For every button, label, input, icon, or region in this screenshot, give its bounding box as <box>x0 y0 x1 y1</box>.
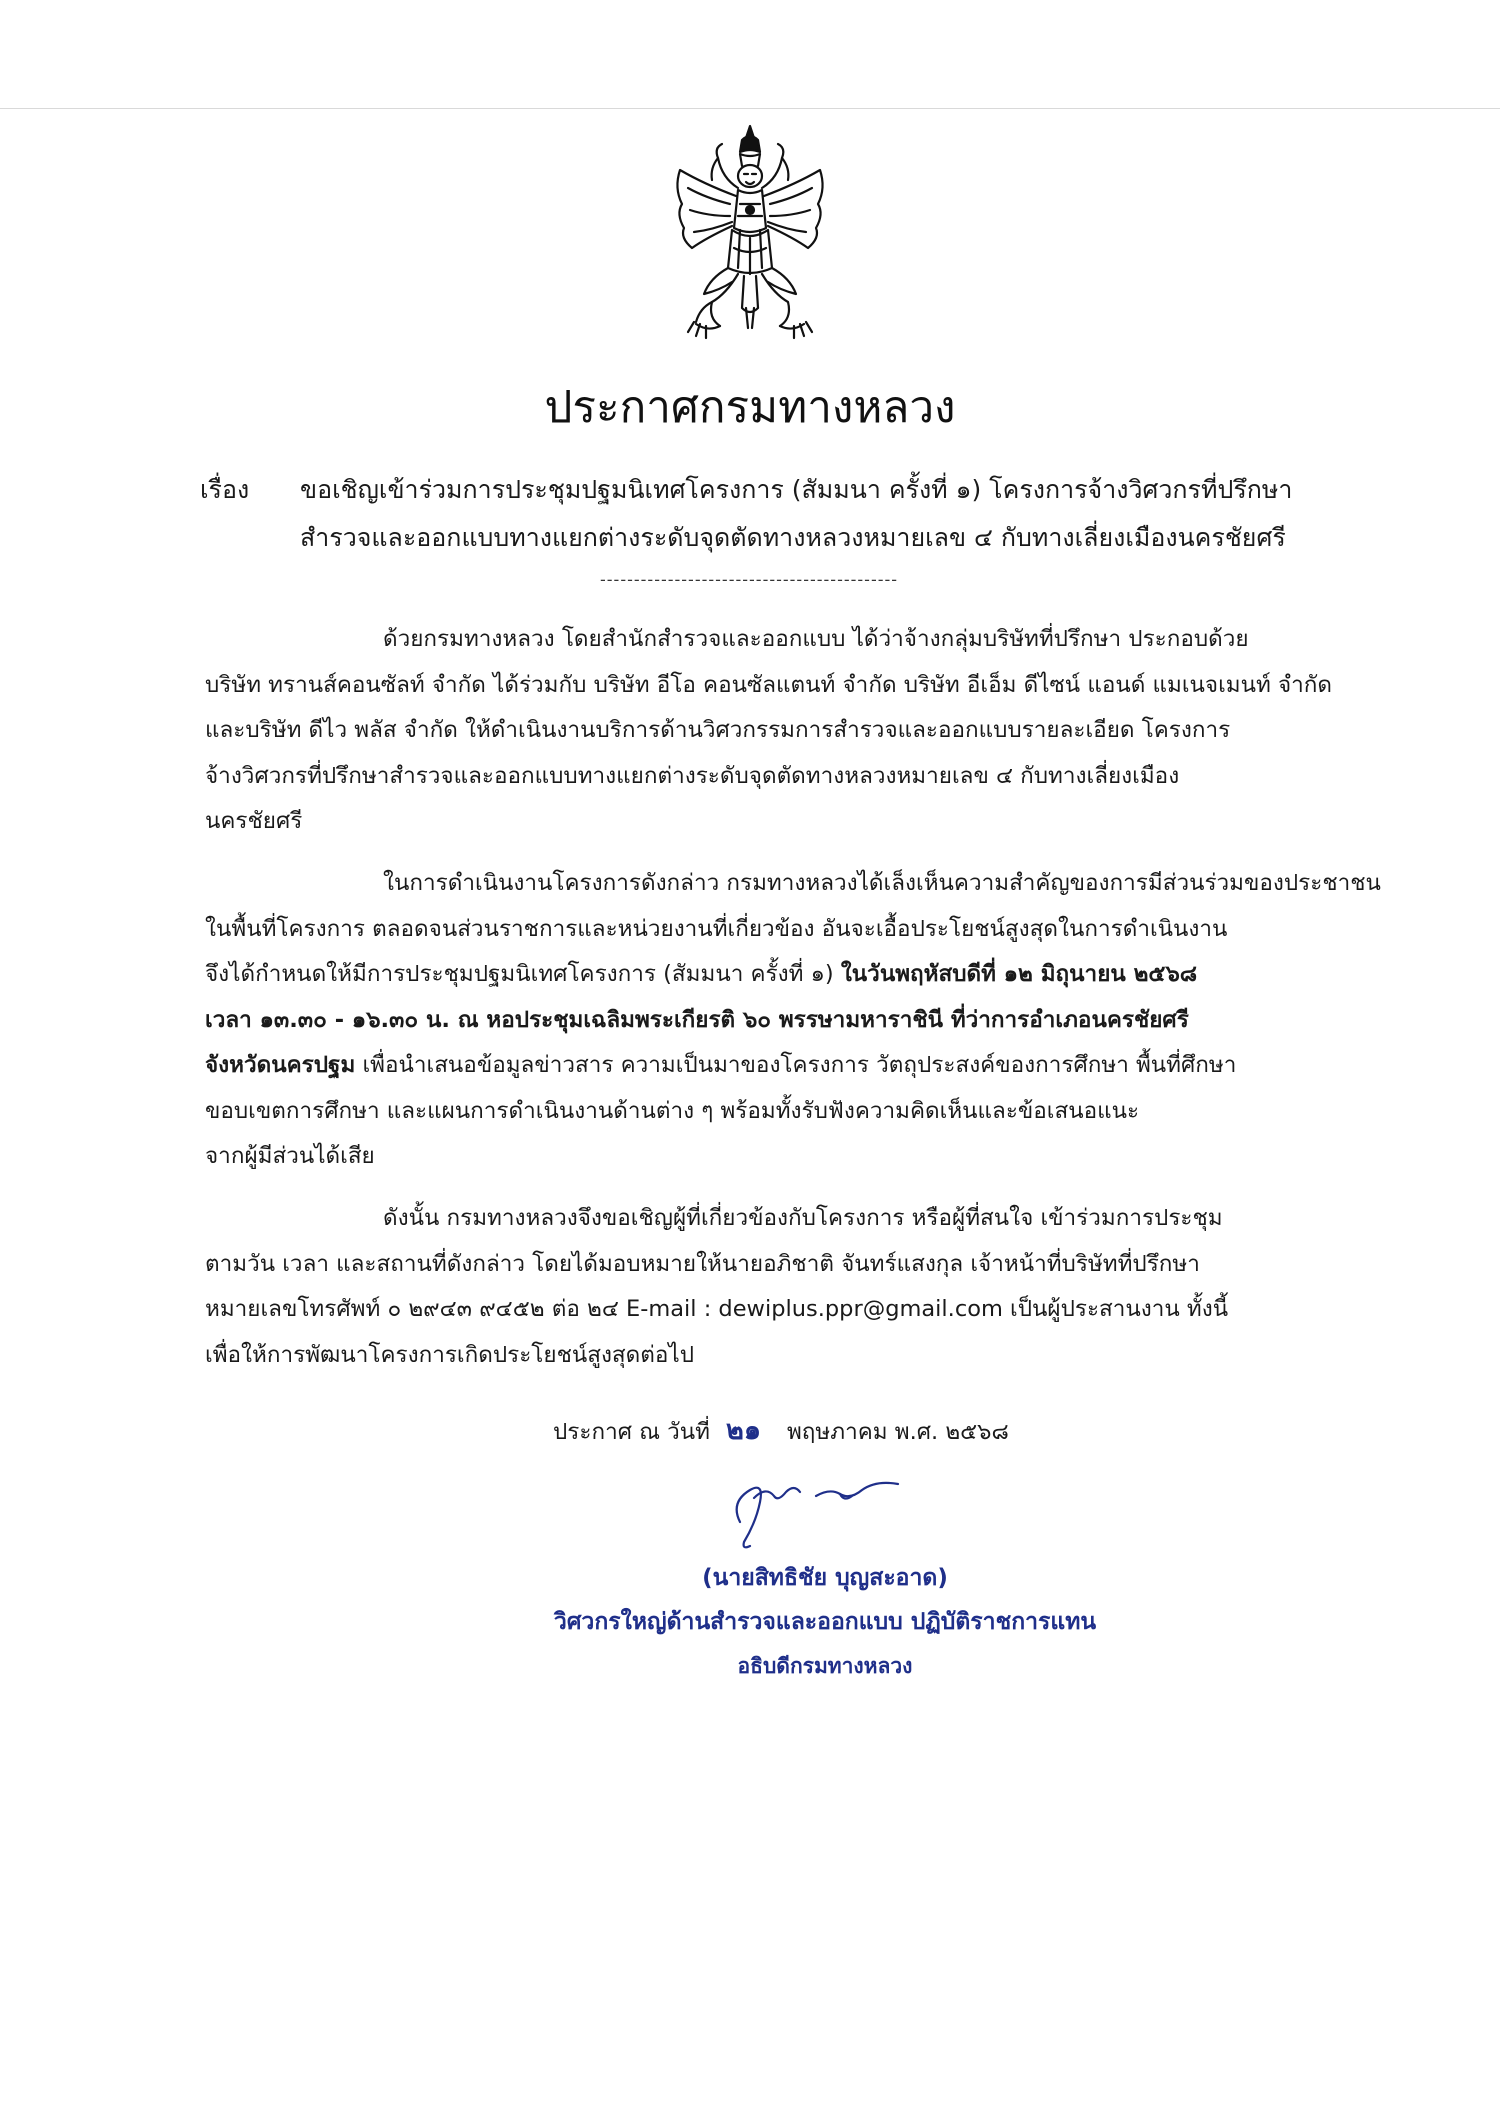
paragraph-line: เพื่อให้การพัฒนาโครงการเกิดประโยชน์สูงสุดต่อไป <box>205 1341 695 1368</box>
paragraph-line <box>205 1043 1355 1089</box>
signatory-position: วิศวกรใหญ่ด้านสำรวจและออกแบบ ปฏิบัติราชการแทน <box>553 1609 1097 1635</box>
paragraph-line: ตามวัน เวลา และสถานที่ดังกล่าว โดยได้มอบหมายให้นายอภิชาติ จันทร์แสงกุล เจ้าหน้าที่บริษัทที่ปรึกษา <box>205 1250 1200 1277</box>
paragraph-intro <box>205 617 1355 845</box>
paragraph-line: จากผู้มีส่วนได้เสีย <box>205 1143 375 1169</box>
meeting-purpose-text: เพื่อนำเสนอข้อมูลข่าวสาร ความเป็นมาของโครงการ วัตถุประสงค์ของการศึกษา พื้นที่ศึกษา <box>355 1052 1237 1078</box>
paragraph-invitation <box>205 1196 1355 1378</box>
paragraph-line <box>205 998 1355 1044</box>
paragraph-line <box>205 952 1355 998</box>
signatory-name: (นายสิทธิชัย บุญสะอาด) <box>702 1565 948 1591</box>
paragraph-line: ด้วยกรมทางหลวง โดยสำนักสำรวจและออกแบบ ได้ว่าจ้างกลุ่มบริษัทที่ปรึกษา ประกอบด้วย <box>383 626 1249 652</box>
paragraph-line: ขอบเขตการศึกษา และแผนการดำเนินงานด้านต่าง ๆ พร้อมทั้งรับฟังความคิดเห็นและข้อเสนอแนะ <box>205 1097 1140 1124</box>
document-title: ประกาศกรมทางหลวง <box>544 382 956 433</box>
paragraph-line: บริษัท ทรานส์คอนซัลท์ จำกัด ได้ร่วมกับ บริษัท อีโอ คอนซัลแตนท์ จำกัด บริษัท อีเอ็ม ดีไซน์ แอนด์ แมเนจเมนท์ จำกัด <box>205 671 1333 698</box>
page-top-border <box>0 108 1500 109</box>
meeting-province: จังหวัดนครปฐม <box>205 1052 356 1078</box>
paragraph-meeting <box>205 861 1381 1180</box>
paragraph-line: ดังนั้น กรมทางหลวงจึงขอเชิญผู้ที่เกี่ยวข้องกับโครงการ หรือผู้ที่สนใจ เข้าร่วมการประชุม <box>383 1205 1223 1231</box>
meeting-date: ในวันพฤหัสบดีที่ ๑๒ มิถุนายน ๒๕๖๘ <box>840 961 1198 987</box>
date-day: ๒๑ <box>726 1415 761 1446</box>
garuda-emblem-icon <box>660 118 840 348</box>
paragraph-line: จ้างวิศวกรที่ปรึกษาสำรวจและออกแบบทางแยกต่างระดับจุดตัดทางหลวงหมายเลข ๔ กับทางเลี่ยงเมือง <box>205 762 1180 789</box>
paragraph-line: ในพื้นที่โครงการ ตลอดจนส่วนราชการและหน่วยงานที่เกี่ยวข้อง อันจะเอื้อประโยชน์สูงสุดในการดำเนินงาน <box>205 915 1228 942</box>
subject-text <box>300 466 1360 562</box>
signatory-position-2: อธิบดีกรมทางหลวง <box>737 1654 913 1678</box>
subject-label: เรื่อง <box>200 475 250 504</box>
meeting-intro-text: จึงได้กำหนดให้มีการประชุมปฐมนิเทศโครงการ (สัมมนา ครั้งที่ ๑) <box>205 961 841 987</box>
announcement-date <box>553 1408 1009 1451</box>
handwritten-signature <box>720 1462 930 1552</box>
paragraph-line: ในการดำเนินงานโครงการดังกล่าว กรมทางหลวงได้เล็งเห็นความสำคัญของการมีส่วนร่วมของประชาชน <box>383 870 1381 896</box>
paragraph-line: และบริษัท ดีไว พลัส จำกัด ให้ดำเนินงานบริการด้านวิศวกรรมการสำรวจและออกแบบรายละเอียด โครงการ <box>205 717 1231 743</box>
paragraph-line: นครชัยศรี <box>205 808 303 834</box>
subject-line: สำรวจและออกแบบทางแยกต่างระดับจุดตัดทางหลวงหมายเลข ๔ กับทางเลี่ยงเมืองนครชัยศรี <box>300 523 1286 552</box>
subject-line: ขอเชิญเข้าร่วมการประชุมปฐมนิเทศโครงการ (สัมมนา ครั้งที่ ๑) โครงการจ้างวิศวกรที่ปรึกษา <box>300 475 1293 504</box>
signatory-block <box>530 1556 1120 1688</box>
date-month-year: พฤษภาคม พ.ศ. ๒๕๖๘ <box>786 1419 1009 1445</box>
meeting-time-venue: เวลา ๑๓.๓๐ - ๑๖.๓๐ น. ณ หอประชุมเฉลิมพระเกียรติ ๖๐ พรรษามหาราชินี ที่ว่าการอำเภอนครชัยศรี <box>205 1006 1189 1033</box>
date-prefix: ประกาศ ณ วันที่ <box>553 1419 711 1445</box>
separator: -------------------------------------------- <box>600 570 899 589</box>
paragraph-line: หมายเลขโทรศัพท์ ๐ ๒๙๔๓ ๙๔๕๒ ต่อ ๒๔ E-mail : dewiplus.ppr@gmail.com เป็นผู้ประสานงาน ทั้งนี้ <box>205 1296 1229 1322</box>
